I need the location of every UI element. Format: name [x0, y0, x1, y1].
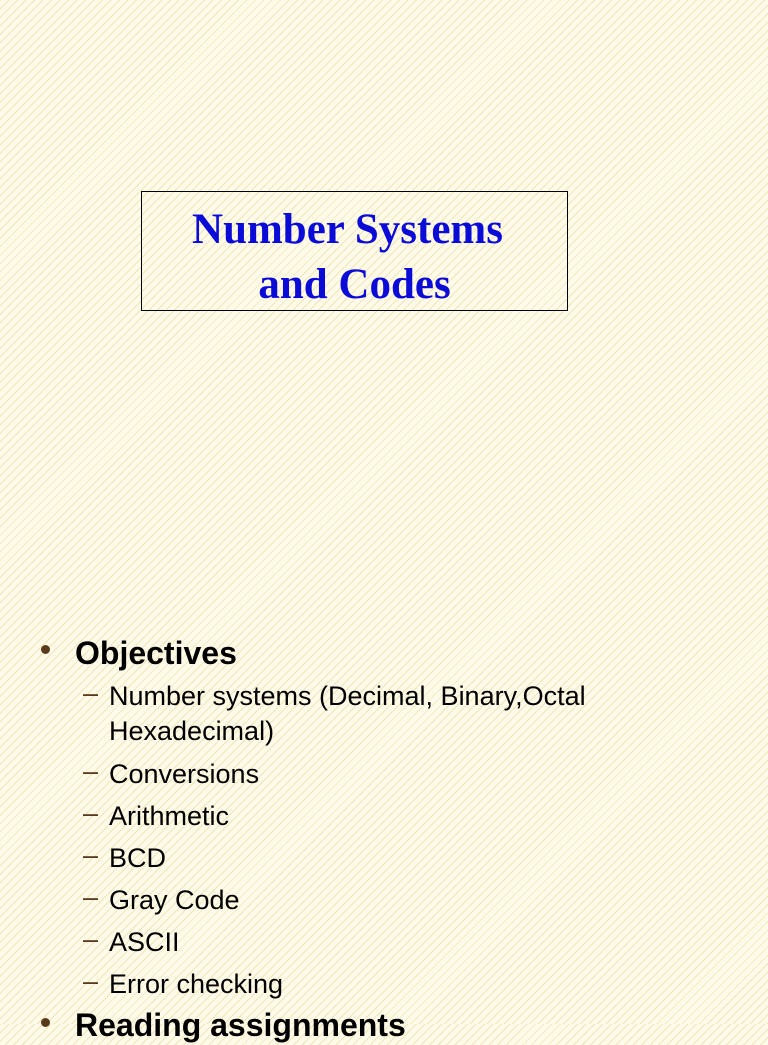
list-item-text: Error checking — [109, 969, 284, 999]
list-item — [83, 967, 669, 1002]
bullet-icon — [41, 645, 50, 654]
bullet-reading-assignments: Reading assignments — [75, 1007, 406, 1043]
dash-icon: – — [83, 966, 99, 996]
list-item-text: Arithmetic — [109, 801, 230, 831]
bullet-objectives: Objectives — [75, 635, 237, 671]
dash-icon: – — [83, 798, 99, 828]
dash-icon: – — [83, 678, 99, 708]
list-item — [83, 679, 669, 749]
dash-icon: – — [83, 924, 99, 954]
list-item-text: Number systems (Decimal, Binary,Octal Hexadecimal) — [109, 681, 586, 746]
title-line-2: and Codes — [258, 261, 451, 308]
bullet-icon — [41, 1018, 50, 1027]
list-item — [83, 883, 669, 918]
list-item-text: Gray Code — [109, 885, 240, 915]
list-item-text: Conversions — [109, 759, 260, 789]
list-item — [83, 841, 669, 876]
dash-icon: – — [83, 756, 99, 786]
list-item-text: BCD — [109, 843, 167, 873]
title-line-1: Number Systems — [192, 206, 503, 253]
list-item — [83, 799, 669, 834]
dash-icon: – — [83, 840, 99, 870]
list-item — [83, 757, 669, 792]
list-item — [83, 925, 669, 960]
list-item-text: ASCII — [109, 927, 180, 957]
dash-icon: – — [83, 882, 99, 912]
